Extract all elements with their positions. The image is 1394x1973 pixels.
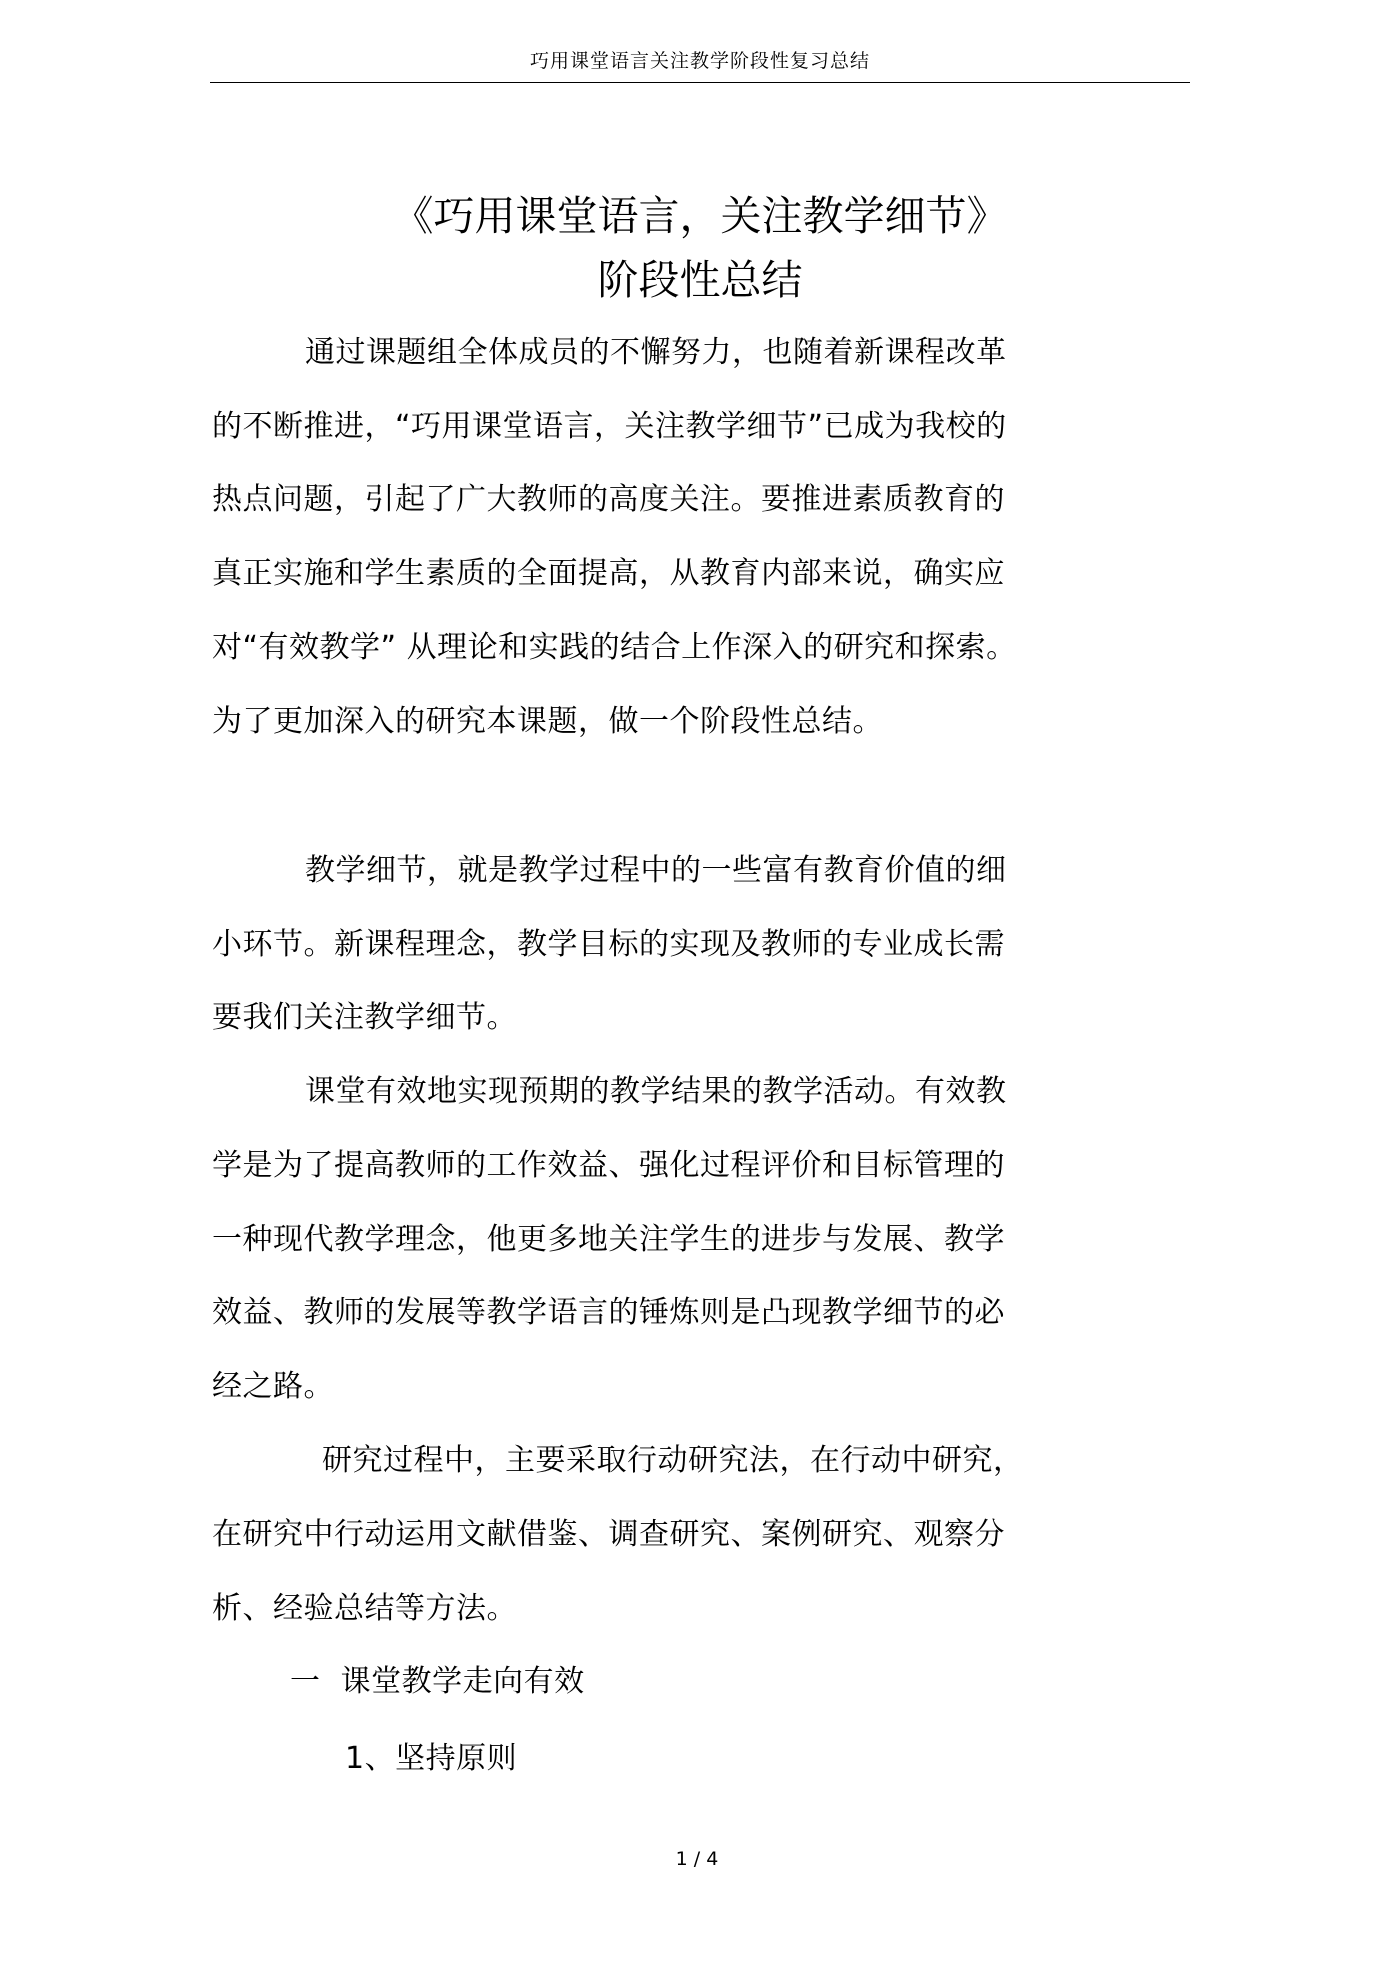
paragraph-4-line-1: 研究过程中，主要采取行动研究法，在行动中研究， xyxy=(322,1443,1024,1478)
paragraph-1-line-3: 热点问题，引起了广大教师的高度关注。要推进素质教育的 xyxy=(212,482,1005,517)
document-title-line-2: 阶段性总结 xyxy=(597,256,803,304)
paragraph-1-line-1: 通过课题组全体成员的不懈努力，也随着新课程改革 xyxy=(305,335,1007,370)
document-title-line-1: 《巧用课堂语言，关注教学细节》 xyxy=(392,192,1008,240)
paragraph-1-line-5: 对“有效教学” 从理论和实践的结合上作深入的研究和探索。 xyxy=(212,630,1017,665)
paragraph-3-line-3: 一种现代教学理念，他更多地关注学生的进步与发展、教学 xyxy=(212,1222,1005,1257)
paragraph-2-line-2: 小环节。新课程理念，教学目标的实现及教师的专业成长需 xyxy=(212,927,1005,962)
paragraph-2-line-3: 要我们关注教学细节。 xyxy=(212,1000,517,1035)
header-rule xyxy=(210,82,1190,83)
paragraph-4-line-2: 在研究中行动运用文献借鉴、调查研究、案例研究、观察分 xyxy=(212,1517,1005,1552)
paragraph-3-line-1: 课堂有效地实现预期的教学结果的教学活动。有效教 xyxy=(305,1074,1007,1109)
paragraph-1-line-4: 真正实施和学生素质的全面提高，从教育内部来说，确实应 xyxy=(212,556,1005,591)
paragraph-1-line-2: 的不断推进，“巧用课堂语言，关注教学细节”已成为我校的 xyxy=(212,409,1007,444)
paragraph-3-line-5: 经之路。 xyxy=(212,1369,334,1404)
page-number: 1 / 4 xyxy=(675,1848,719,1870)
running-header: 巧用课堂语言关注教学阶段性复习总结 xyxy=(529,50,870,72)
paragraph-1-line-6: 为了更加深入的研究本课题，做一个阶段性总结。 xyxy=(212,704,883,739)
section-heading: 一 课堂教学走向有效 xyxy=(290,1664,585,1699)
paragraph-4-line-3: 析、经验总结等方法。 xyxy=(212,1591,517,1626)
paragraph-3-line-4: 效益、教师的发展等教学语言的锤炼则是凸现教学细节的必 xyxy=(212,1295,1005,1330)
paragraph-2-line-1: 教学细节，就是教学过程中的一些富有教育价值的细 xyxy=(305,853,1007,888)
paragraph-3-line-2: 学是为了提高教师的工作效益、强化过程评价和目标管理的 xyxy=(212,1148,1005,1183)
subsection-heading: 1、坚持原则 xyxy=(345,1741,518,1776)
